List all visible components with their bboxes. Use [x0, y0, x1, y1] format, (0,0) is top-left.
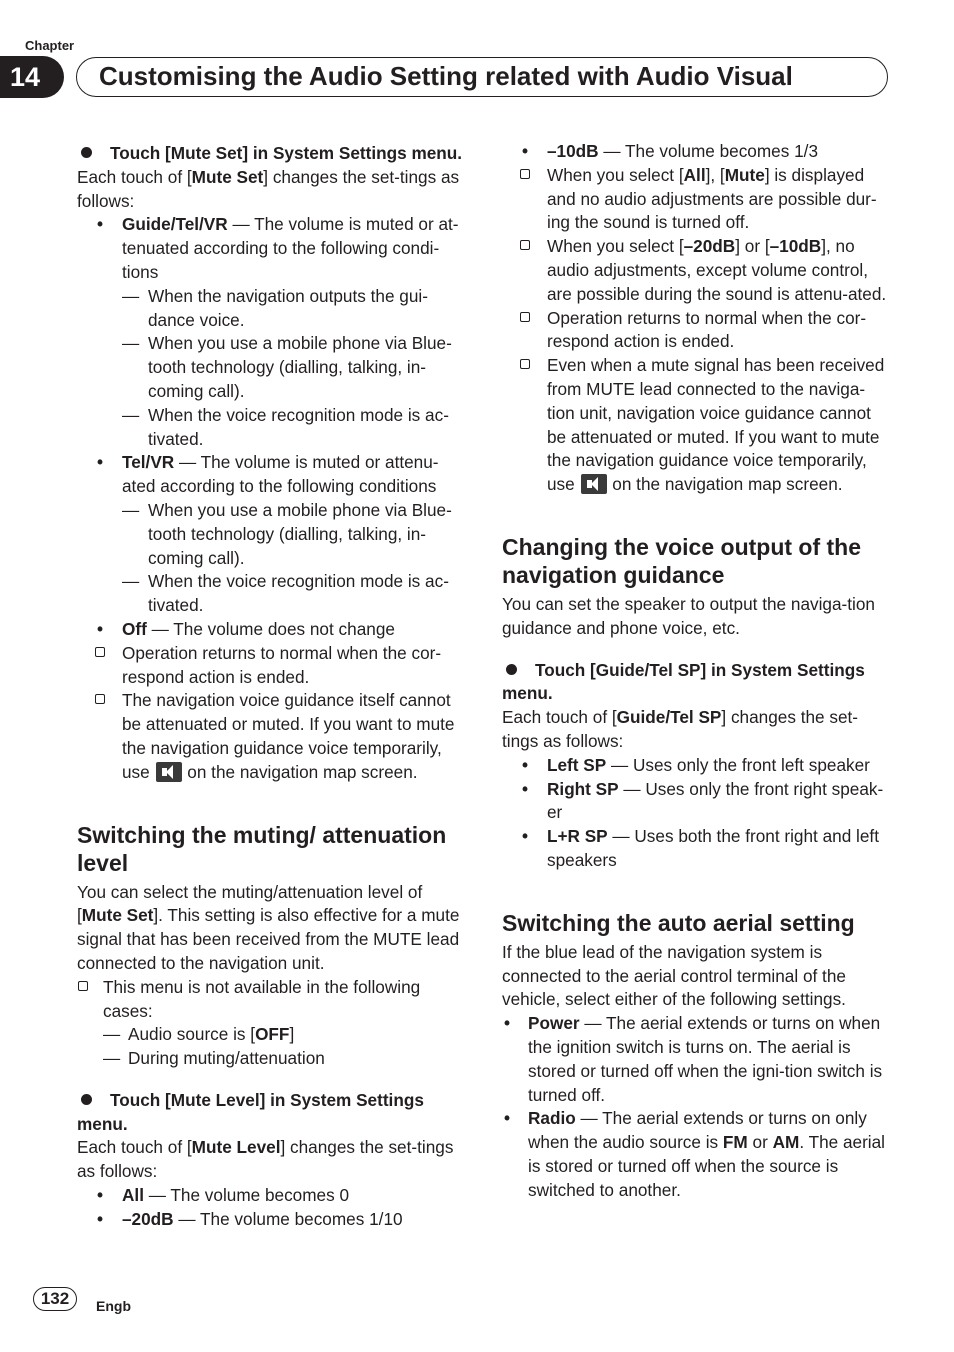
- right-column: [502, 140, 892, 1202]
- mute-level-options-cont: [502, 140, 892, 497]
- muting-notes: [77, 976, 467, 1071]
- language-code: Engb: [96, 1298, 131, 1314]
- heading-auto-aerial: Switching the auto aerial setting: [502, 909, 855, 936]
- note-item: The navigation voice guidance itself cannot be attenuated or muted. If you want to mute the navigation guidance voice temporarily, use on the navigation map screen.: [77, 689, 467, 784]
- list-item: • All — The volume becomes 0: [97, 1185, 350, 1206]
- heading-muting-level: Switching the muting/ attenuation level: [77, 821, 447, 876]
- list-item: • Right SP — Uses only the front right speak-er: [522, 778, 884, 823]
- list-item: — When you use a mobile phone via Blue-tooth technology (dialling, talking, in-coming call).: [122, 333, 452, 401]
- mute-level-options: [77, 1184, 467, 1232]
- note-item: When you select [All], [Mute] is displayed and no audio adjustments are possible dur-ing the sound is turned off.: [502, 164, 892, 235]
- list-item: • Power — The aerial extends or turns on when the ignition switch is turns on. The aerial is stored or turned off when the igni-tion switch is turned off.: [504, 1013, 883, 1105]
- list-item: • L+R SP — Uses both the front right and left speakers: [522, 826, 879, 870]
- speaker-mute-icon: [581, 474, 607, 494]
- note-box-icon: [520, 240, 530, 250]
- mute-set-options: [77, 213, 467, 784]
- note-item: When you select [–20dB] or [–10dB], no audio adjustments, except volume control, are possible during the sound is attenu-ated.: [502, 235, 892, 306]
- mute-level-intro: Each touch of [Mute Level] changes the set-tings as follows:: [77, 1137, 454, 1182]
- step-mute-set: Touch [Mute Set] in System Settings menu.: [77, 142, 467, 166]
- step-bullet-icon: [81, 147, 92, 158]
- step-bullet-icon: [506, 664, 517, 675]
- list-item: — When you use a mobile phone via Blue-tooth technology (dialling, talking, in-coming call).: [122, 499, 452, 568]
- aerial-options: [502, 1012, 892, 1202]
- list-item: — Audio source is [OFF]: [103, 1024, 295, 1045]
- list-item: • Radio — The aerial extends or turns on only when the audio source is FM or AM. The aerial is stored or turned off when the source is switched to another.: [504, 1108, 885, 1200]
- guide-tel-sp-intro: Each touch of [Guide/Tel SP] changes the set-tings as follows:: [502, 707, 859, 751]
- left-column: [77, 140, 467, 1232]
- step-mute-level: Touch [Mute Level] in System Settings menu.: [77, 1089, 424, 1134]
- page-number: 132: [33, 1287, 77, 1311]
- list-item: • –10dB — The volume becomes 1/3: [522, 141, 819, 161]
- voice-description: You can set the speaker to output the naviga-tion guidance and phone voice, etc.: [502, 593, 875, 638]
- note-box-icon: [95, 694, 105, 704]
- note-box-icon: [78, 981, 88, 991]
- note-box-icon: [520, 312, 530, 322]
- aerial-description: If the blue lead of the navigation system is connected to the aerial control terminal of the vehicle, select either of the following settings.: [502, 941, 846, 1010]
- note-item: Operation returns to normal when the cor-respond action is ended.: [502, 307, 892, 355]
- chapter-number: 14: [0, 56, 64, 98]
- note-item: Operation returns to normal when the cor-respond action is ended.: [77, 642, 467, 690]
- note-box-icon: [95, 647, 105, 657]
- muting-description: You can select the muting/attenuation level of [Mute Set]. This setting is also effective for a mute signal that has been received from the MUTE lead connected to the navigation unit.: [77, 881, 460, 973]
- mute-set-intro: Each touch of [Mute Set] changes the set-tings as follows:: [77, 166, 460, 211]
- list-item: • Left SP — Uses only the front left speaker: [522, 754, 870, 775]
- note-item: Even when a mute signal has been received from MUTE lead connected to the naviga-tion unit, navigation voice guidance cannot be attenuated or muted. If you want to mute the navigation guidance voice temporarily, use on the navigation map screen.: [502, 354, 892, 497]
- list-item: — During muting/attenuation: [103, 1048, 325, 1069]
- list-item: • Tel/VR — The volume is muted or attenu-ated according to the following conditions: [97, 452, 439, 497]
- step-guide-tel-sp: Touch [Guide/Tel SP] in System Settings menu.: [502, 659, 865, 704]
- list-item: — When the voice recognition mode is ac-tivated.: [122, 404, 449, 449]
- chapter-label: Chapter: [25, 38, 75, 53]
- heading-voice-output: Changing the voice output of the navigation guidance: [502, 533, 862, 588]
- step-bullet-icon: [81, 1094, 92, 1105]
- list-item: — When the voice recognition mode is ac-tivated.: [122, 571, 449, 616]
- list-item: — When the navigation outputs the gui-dance voice.: [122, 285, 428, 330]
- chapter-title: Customising the Audio Setting related with Audio Visual: [76, 57, 888, 97]
- note-item: This menu is not available in the following cases:: [77, 976, 467, 1024]
- list-item: • –20dB — The volume becomes 1/10: [97, 1208, 403, 1229]
- note-box-icon: [520, 169, 530, 179]
- note-box-icon: [520, 359, 530, 369]
- speaker-options: [502, 754, 892, 873]
- list-item: • Guide/Tel/VR — The volume is muted or at-tenuated according to the following condi-tions: [97, 214, 459, 282]
- list-item: • Off — The volume does not change: [97, 618, 395, 639]
- speaker-mute-icon: [156, 762, 182, 782]
